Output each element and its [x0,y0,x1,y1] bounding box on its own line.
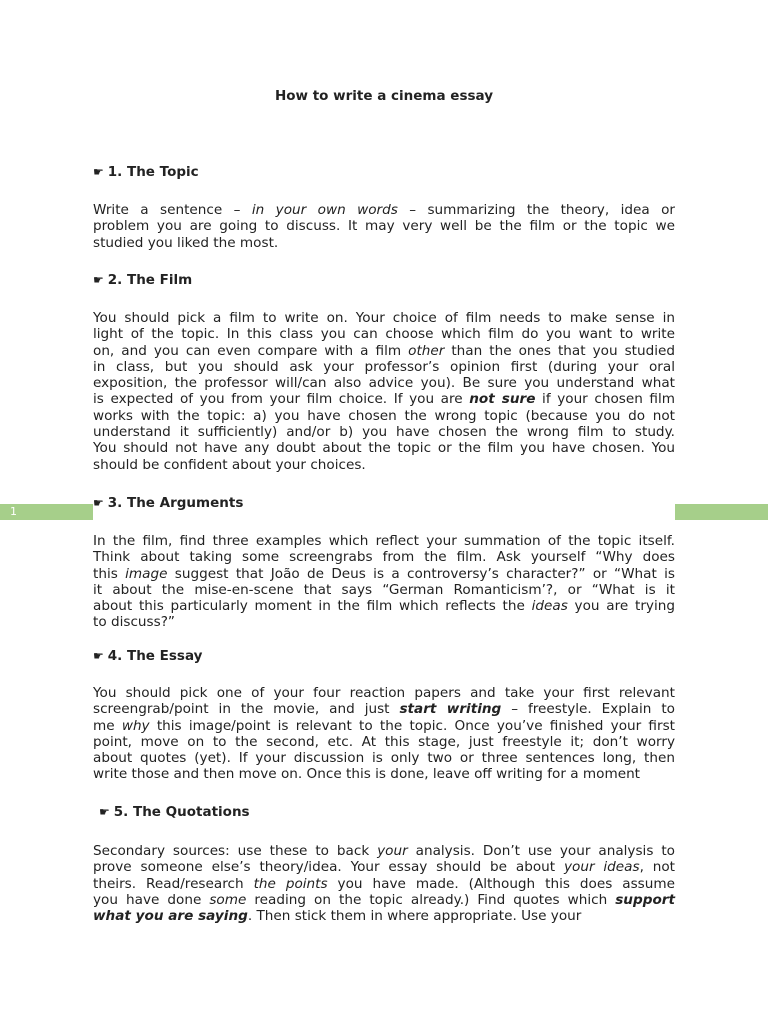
page-number: 1 [10,505,17,518]
paragraph-line: to discuss?” [93,614,175,631]
section-heading-essay [93,648,202,664]
paragraph-line: Think about taking some screengrabs from the film. Ask yourself “Why does [93,549,675,566]
paragraph-line: works with the topic: a) you have chosen the wrong topic (because you do not [93,407,675,424]
paragraph-line: You should pick one of your four reaction papers and take your first relevant [93,685,675,701]
section-heading-arguments [93,495,243,511]
page-marker-right [675,504,768,520]
paragraph-line: in class, but you should ask your professor’s opinion first (during your oral [93,358,675,375]
paragraph-line: studied you liked the most. [93,234,279,251]
emphasis-text: why [121,717,150,734]
section-heading-text: 3. The Arguments [107,495,244,511]
emphasis-text: your ideas [563,859,640,876]
paragraph-line: should be confident about your choices. [93,456,366,473]
paragraph-line: about this particularly moment in the film which reflects the ideas you are trying [93,598,675,615]
paragraph-line: prove someone else’s theory/idea. Your essay should be about your ideas, not [93,859,675,876]
pointing-hand-icon: ☛ [93,165,104,179]
paragraph-line: You should pick a film to write on. Your choice of film needs to make sense in [93,310,675,326]
paragraph-line: on, and you can even compare with a film other than the ones that you studied [93,342,676,359]
pointing-hand-icon: ☛ [93,649,104,663]
paragraph-line: problem you are going to discuss. It may very well be the film or the topic we [93,218,675,235]
section-heading-text: 5. The Quotations [113,804,250,820]
pointing-hand-icon: ☛ [93,273,104,287]
paragraph-line: light of the topic. In this class you can choose which film do you want to write [93,326,675,343]
paragraph-line: In the film, find three examples which reflect your summation of the topic itself. [93,533,675,549]
paragraph-line: point, move on to the second, etc. At this stage, just freestyle it; don’t worry [93,733,675,750]
section-paragraph-essay [93,685,675,783]
section-heading-topic [93,164,199,180]
section-paragraph-quotations [93,843,675,924]
emphasis-text: in your own words [251,202,398,218]
emphasis-text: image [125,565,168,582]
emphasis-text: some [209,891,247,908]
section-heading-quotations [99,804,250,820]
pointing-hand-icon: ☛ [93,496,104,510]
paragraph-line: what you are saying. Then stick them in where appropriate. Use your [93,908,582,925]
emphasis-text: ideas [531,598,568,615]
strong-emphasis-text: start writing [399,701,502,718]
section-paragraph-topic [93,202,675,251]
section-heading-text: 1. The Topic [107,164,199,180]
paragraph-line: Secondary sources: use these to back your analysis. Don’t use your analysis to [93,843,675,859]
paragraph-line: exposition, the professor will/can also advice you). Be sure you understand what [93,375,675,392]
paragraph-line: Write a sentence – in your own words – summarizing the theory, idea or [93,202,675,218]
strong-emphasis-text: support [615,891,675,908]
paragraph-line: you have done some reading on the topic already.) Find quotes which support [93,891,675,908]
paragraph-line: this image suggest that João de Deus is a controversy’s character?” or “What is [93,565,675,582]
emphasis-text: the points [253,875,328,892]
paragraph-line: write those and then move on. Once this is done, leave off writing for a moment [93,766,641,783]
document-title: How to write a cinema essay [274,88,494,104]
paragraph-line: You should not have any doubt about the topic or the film you have chosen. You [93,440,675,457]
strong-emphasis-text: not sure [469,391,536,408]
pointing-hand-icon: ☛ [99,805,110,819]
paragraph-line: about quotes (yet). If your discussion is only two or three sentences long, then [93,750,675,767]
paragraph-line: understand it sufficiently) and/or b) you have chosen the wrong film to study. [93,424,675,441]
emphasis-text: your [377,843,408,859]
emphasis-text: other [408,342,445,359]
page-marker-left [0,504,93,520]
section-heading-text: 2. The Film [107,272,193,288]
paragraph-line: it about the mise-en-scene that says “German Romanticism’?, or “What is it [93,581,675,598]
section-heading-film [93,272,192,288]
section-paragraph-film [93,310,675,473]
paragraph-line: theirs. Read/research the points you have made. (Although this does assume [93,875,675,892]
paragraph-line: is expected of you from your film choice. If you are not sure if your chosen film [93,391,675,408]
strong-emphasis-text: what you are saying [93,908,248,925]
paragraph-line: me why this image/point is relevant to the topic. Once you’ve finished your first [93,717,675,734]
section-paragraph-arguments [93,533,675,631]
section-heading-text: 4. The Essay [107,648,203,664]
paragraph-line: screengrab/point in the movie, and just start writing – freestyle. Explain to [93,701,676,718]
